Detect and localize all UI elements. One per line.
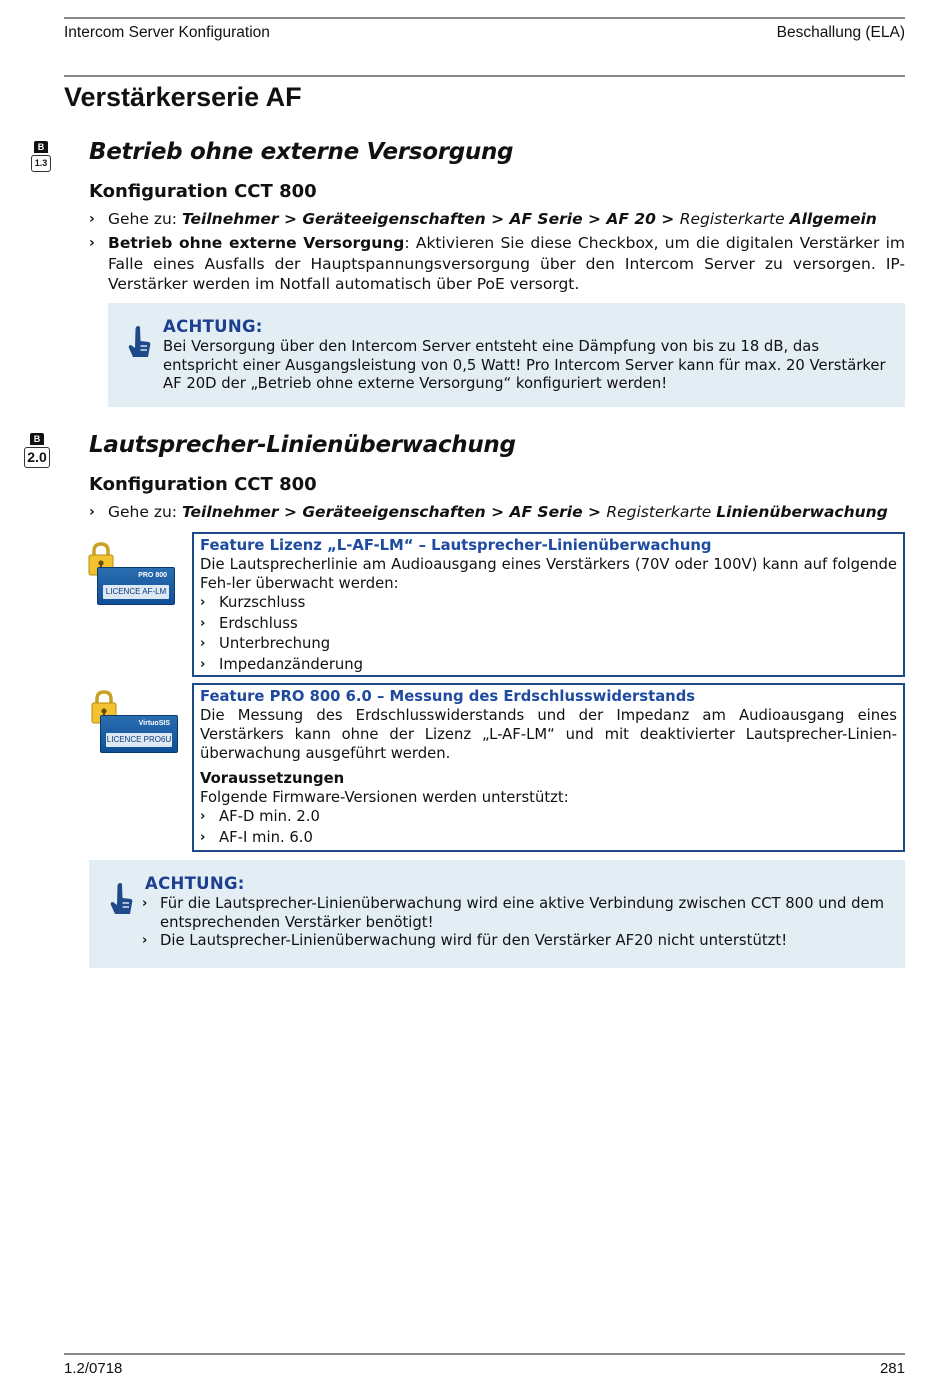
section-subtitle-config: Konfiguration CCT 800 [89,474,317,495]
section-subtitle-config: Konfiguration CCT 800 [89,181,317,202]
version-badge-2 [24,433,50,468]
list-item [200,634,897,655]
chevron-right-icon: › [89,211,95,227]
list-item-label: AF-I min. 6.0 [219,828,313,846]
badge-version-label: 1.3 [31,155,51,172]
checkbox-description: : Aktivieren Sie diese Checkbox, um die digitalen Verstärker im Falle eines Ausfalls der Hauptspannungsversorgung über den Intercom Server zu versorgen. IP-Verstärker werden im Notfall automatisch über PoE versorgt. [108,234,905,293]
bullet-prefix: Gehe zu: [108,210,182,228]
section-title-linienueberwachung: Lautsprecher-Linienüberwachung [89,432,516,458]
bullet-checkbox-description [89,233,905,295]
pointing-hand-icon [109,882,133,916]
list-item [200,655,897,676]
license-card [100,715,178,753]
license-product: VirtuoSIS [138,720,170,727]
footer-version: 1.2/0718 [64,1360,123,1377]
list-item [142,932,892,951]
tab-name: Linienüberwachung [716,503,888,521]
header-bottom-rule [64,75,905,77]
warning-list [142,895,892,951]
list-item [200,807,897,828]
chevron-right-icon: › [200,636,206,651]
badge-top-label: B [34,141,48,153]
chevron-right-icon: › [200,829,206,845]
bullet-navigation-path [89,502,905,523]
chevron-right-icon: › [142,933,148,949]
chevron-right-icon: › [200,656,206,672]
warning-note-1 [108,303,905,407]
warning-heading: ACHTUNG: [145,874,245,893]
header-top-rule [64,17,905,19]
feature-text: Die Messung des Erdschlusswiderstands und der Impedanz am Audioausgang eines Verstärkers kann ohne der Lizenz „L-AF-LM“ und mit deaktivierter Lautsprecher-Linien-überwachung ausgeführt werden. [200,707,897,762]
list-item-label: Unterbrechung [219,635,331,652]
feature-title: Feature Lizenz „L-AF-LM“ – Lautsprecher-Linienüberwachung [200,537,712,554]
warning-note-2 [89,860,905,968]
chevron-right-icon: › [89,504,95,520]
warning-heading: ACHTUNG: [163,317,263,336]
menu-path: Teilnehmer > Geräteeigenschaften > AF Serie > [181,503,607,521]
license-card [97,567,175,605]
pointing-hand-icon [127,325,151,359]
requirements-text: Folgende Firmware-Versionen werden unterstützt: [200,789,569,806]
badge-top-label: B [30,433,44,445]
license-product: PRO 800 [138,572,167,579]
header-right-text: Beschallung (ELA) [776,24,905,41]
feature-box-measurement [192,683,905,852]
bullet-navigation-path [89,209,905,230]
list-item-label: Für die Lautsprecher-Linienüberwachung wird eine aktive Verbindung zwischen CCT 800 und dem entsprechenden Verstärker benötigt! [160,895,884,931]
tab-name: Allgemein [789,210,877,228]
padlock-license-icon [91,690,181,754]
header-left-text: Intercom Server Konfiguration [64,24,270,41]
footer-rule [64,1353,905,1355]
tab-label: Registerkarte [679,210,790,228]
section-title-betrieb: Betrieb ohne externe Versorgung [89,139,514,165]
license-name: LICENCE AF-LM [103,585,169,599]
padlock-license-icon [88,542,178,606]
tab-label: Registerkarte [606,503,717,521]
chevron-right-icon: › [200,809,206,824]
chevron-right-icon: › [89,235,95,251]
feature-title: Feature PRO 800 6.0 – Messung des Erdschlusswiderstands [200,688,696,705]
list-item [200,593,897,614]
requirements-heading: Voraussetzungen [200,770,345,787]
list-item [200,828,897,849]
bullet-prefix: Gehe zu: [108,503,182,521]
list-item-label: Impedanzänderung [219,655,364,673]
page-title: Verstärkerserie AF [64,82,302,112]
feature-text: Die Lautsprecherlinie am Audioausgang eines Verstärkers (70V oder 100V) kann auf folgende Feh-ler überwacht werden: [200,556,897,592]
license-name: LICENCE PRO6U [106,733,172,747]
list-item-label: Erdschluss [219,614,298,632]
page-number: 281 [879,1360,905,1377]
checkbox-term: Betrieb ohne externe Versorgung [108,234,405,252]
badge-version-label: 2.0 [24,447,50,468]
chevron-right-icon: › [200,615,206,631]
feature-box-license [192,532,905,677]
list-item [142,895,892,932]
list-item-label: AF-D min. 2.0 [219,808,320,825]
list-item-label: Kurzschluss [219,594,306,611]
chevron-right-icon: › [142,896,148,911]
version-badge-1 [31,141,51,172]
menu-path: Teilnehmer > Geräteeigenschaften > AF Serie > AF 20 > [181,210,680,228]
list-item [200,614,897,635]
list-item-label: Die Lautsprecher-Linienüberwachung wird für den Verstärker AF20 nicht unterstützt! [160,932,788,950]
warning-text: Bei Versorgung über den Intercom Server entsteht eine Dämpfung von bis zu 18 dB, das entspricht einer Ausgangsleistung von 0,5 Watt! Pro Intercom Server kann für max. 20 Verstärker AF 20D der „Betrieb ohne externe Versorgung“ konfiguriert werden! [163,338,886,393]
chevron-right-icon: › [200,595,206,610]
